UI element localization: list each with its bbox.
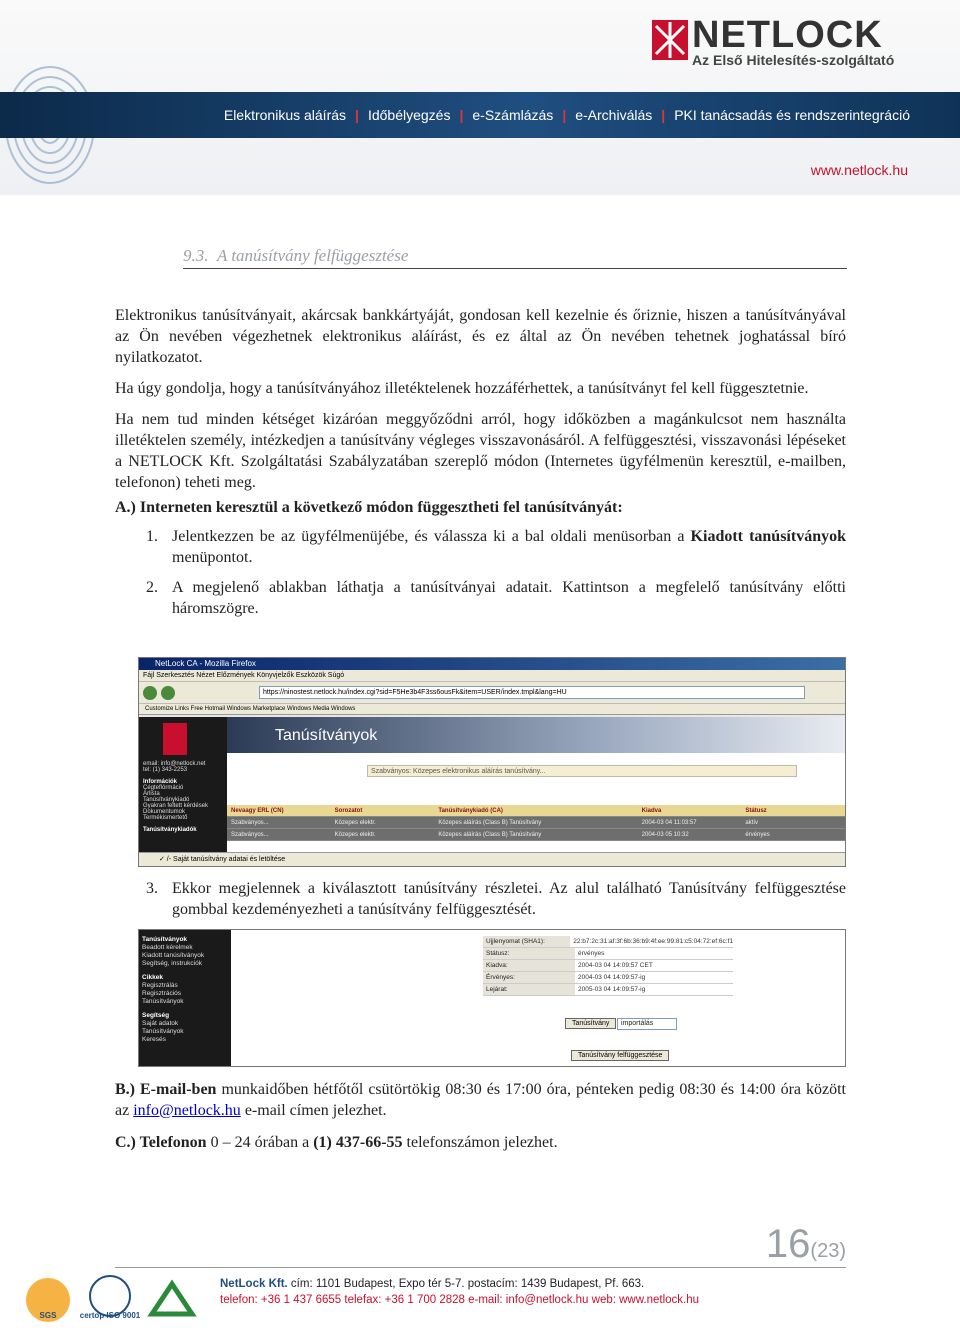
contact-phone: C.) Telefonon 0 – 24 órában a (1) 437-66-55 telefonszámon jelezhet. [115, 1134, 558, 1151]
svg-text:certop ISO 9001: certop ISO 9001 [79, 1311, 141, 1320]
section-title [183, 246, 847, 269]
paragraph-intro: Elektronikus tanúsítványait, akárcsak bankkártyáját, gondosan kell kezelnie és őriznie, hiszen a tanúsítványával az Ön nevében végezhetnek elektronikus aláírást, és ez által az Ön nevében tehetnek joghatással bíró nyilatkozatot. [115, 307, 846, 366]
screenshot-status: ✓ /- Saját tanúsítvány adatai és letöltése [139, 852, 845, 866]
page-number: 16(23) [765, 1222, 846, 1266]
header-banner [0, 0, 960, 195]
back-icon [143, 686, 157, 700]
list-item: 2. A megjelenő ablakban láthatja a tanúsítványai adatait. Kattintson a megfelelő tanúsítvány előtti háromszögre. [146, 579, 846, 617]
paragraph-suspend: Ha úgy gondolja, hogy a tanúsítványához illetéktelenek hozzáférhettek, a tanúsítványt fel kell függesztetnie. [115, 380, 809, 397]
footer-contact: NetLock Kft. cím: 1101 Budapest, Expo tér 5-7. postacím: 1439 Budapest, Pf. 663. telefon: +36 1 437 6655 telefax: +36 1 700 2828 e-mail: info@netlock.hu web: www.netlock.hu [220, 1278, 700, 1306]
list-item: 3. Ekkor megjelennek a kiválasztott tanúsítvány részletei. Az alul található Tanúsítvány felfüggesztése gombbal kezdeményezheti a tanúsítvány felfüggesztését. [146, 880, 846, 918]
section-number: 9.3. [183, 246, 209, 265]
logo-mark-icon [652, 20, 688, 60]
screenshot-heading: Tanúsítványok [227, 717, 845, 753]
menu-name-kiadott: Kiadott tanúsítványok [690, 528, 846, 545]
list-item: 1. Jelentkezzen be az ügyfélmenüjébe, és válassza ki a bal oldali menüsorban a Kiadott tanúsítványok menüpontot. [146, 528, 846, 566]
screenshot-select: Szabványos: Közepes elektronikus aláírás tanúsítvány... [367, 765, 797, 777]
certificate-details-grid: Ujjlenyomat (SHA1): 22:b7:2c:31:af:3f:6b:36:b9:4f:ee:99:81:c5:04:72:ef:6c:f1 Státusz: érvényes Kiadva: 2004-03 04 14:09:57 CET Érvényes: 2004-03 04 14:09:57-ig Lejárat: 2005-03 04 14:09:57-ig [483, 936, 733, 996]
netlock-mini-logo-icon [163, 723, 187, 755]
logo-name: NETLOCK [692, 14, 883, 56]
browser-menu: Fájl Szerkesztés Nézet Előzmények Könyvjelzők Eszközök Súgó [139, 670, 845, 682]
screenshot-certificate-details [138, 929, 846, 1067]
section-heading: A tanúsítvány felfüggesztése [217, 246, 409, 265]
screenshot-certificate-list [138, 657, 846, 867]
paragraph-revoke: Ha nem tud minden kétséget kizáróan meggyőződni arról, hogy időközben a magánkulcsot nem használta illetéktelen személy, intézkedjen a tanúsítvány végleges visszavonásáról. A felfüggesztési, visszavonási lépéseket a NETLOCK Kft. Szolgáltatási Szabályzatában szereplő módon (Internetes ügyfélmenün keresztül, e-mailben, telefonon) teheti meg. [115, 411, 846, 491]
service-nav: Elektronikus aláírás | Időbélyegzés | e-Számlázás | e-Archiválás | PKI tanácsadás és rendszerintegráció [0, 92, 960, 138]
recycle-icon [152, 1284, 192, 1314]
table-header: Nevaagy ERL (CN) Sorozatot Tanúsítványkiadó (CA) Kiadva Státusz [227, 805, 845, 817]
nav-item-archivalas[interactable]: e-Archiválás [575, 107, 653, 123]
suspend-certificate-button: Tanúsítvány felfüggesztése [571, 1050, 669, 1061]
certop-badge-icon [90, 1276, 130, 1316]
certificate-button: Tanúsítvány [565, 1018, 616, 1029]
forward-icon [161, 686, 175, 700]
footer-divider [115, 1267, 846, 1268]
nav-item-alairas[interactable]: Elektronikus aláírás [223, 107, 347, 123]
screenshot-sidebar: email: info@netlock.net tel: (1) 343-2253 Információk Cégteflórmáció Árlista Tanúsítványkiadó Gyakran feltett kérdések Dokumentumok Termékismertető Tanúsítványkiadók [139, 717, 227, 852]
netlock-logo [652, 14, 912, 68]
main-content [115, 305, 846, 628]
table-row: Szabványos... Közepes elektr. Közepes aláírás (Class B) Tanúsítvány 2004-03 04 11:03:57 aktív [227, 817, 845, 829]
phone-number: (1) 437-66-55 [313, 1134, 403, 1151]
screenshot2-sidebar: Tanúsítványok Beadott kérelmek Kiadott tanúsítványok Segítség, instrukciók Cikkek Regisztrálás Regisztrációs Tanúsítványok Segítség Saját adatok Tanúsítványok Keresés [139, 930, 231, 1066]
header-url[interactable]: www.netlock.hu [810, 162, 908, 178]
certificate-table [227, 805, 845, 841]
format-select: importálás [617, 1018, 677, 1030]
subheading-internet: A.) Interneten keresztül a következő módon függesztheti fel tanúsítványát: [115, 499, 623, 516]
table-row: Szabványos... Közepes elektr. Közepes aláírás (Class B) Tanúsítvány 2004-03 05 10:32 érvényes [227, 829, 845, 841]
email-link[interactable]: info@netlock.hu [133, 1102, 241, 1119]
address-bar: https://ninostest.netlock.hu/index.cgi?sid=F5He3b4F3ss6ousFk&item=USER/index.tmpl&lang=HU [259, 686, 805, 699]
browser-title: NetLock CA - Mozilla Firefox [139, 658, 845, 670]
svg-text:SGS: SGS [39, 1311, 57, 1320]
step-3 [115, 878, 846, 929]
contact-email: B.) E-mail-ben munkaidőben hétfőtől csütörtökig 08:30 és 17:00 óra, pénteken pedig 08:30 és 14:00 óra között az info@netlock.hu e-mail címen jelezhet. [115, 1081, 846, 1119]
nav-item-idobelyegzes[interactable]: Időbélyegzés [367, 107, 451, 123]
links-bar: Customize Links Free Hotmail Windows Marketplace Windows Media Windows [139, 704, 845, 715]
certification-badges [22, 1272, 212, 1328]
nav-item-pki[interactable]: PKI tanácsadás és rendszerintegráció [674, 107, 910, 123]
logo-tagline: Az Első Hitelesítés-szolgáltató [692, 52, 895, 68]
browser-toolbar [139, 682, 845, 704]
nav-item-szamlazas[interactable]: e-Számlázás [472, 107, 554, 123]
